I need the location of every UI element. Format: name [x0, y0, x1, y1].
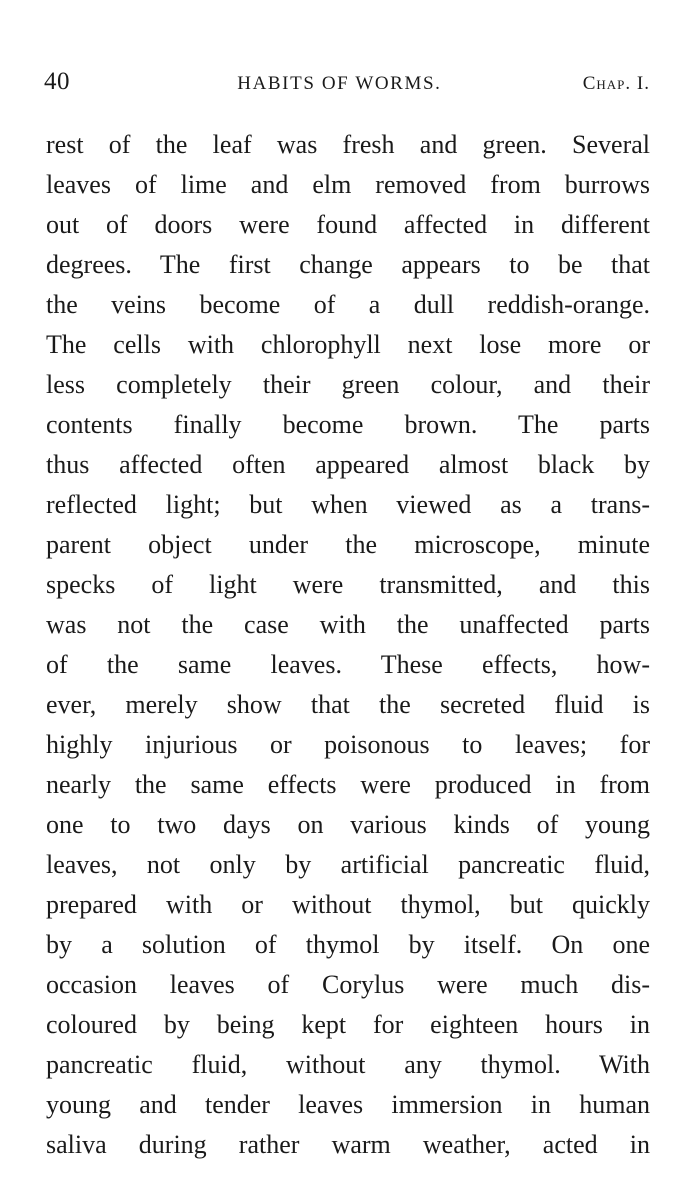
- text-line: saliva during rather warm weather, acted in: [46, 1130, 650, 1159]
- text-line: prepared with or without thymol, but quickly: [46, 890, 650, 919]
- text-line: contents finally become brown. The parts: [46, 410, 650, 439]
- page-number: 40: [44, 68, 70, 95]
- text-line: nearly the same effects were produced in from: [46, 770, 650, 799]
- text-line: coloured by being kept for eighteen hours in: [46, 1010, 650, 1039]
- text-line: The cells with chlorophyll next lose more or: [46, 330, 650, 359]
- text-line: ever, merely show that the secreted fluid is: [46, 690, 650, 719]
- text-line: young and tender leaves immersion in human: [46, 1090, 650, 1119]
- text-line: pancreatic fluid, without any thymol. With: [46, 1050, 650, 1079]
- text-line: rest of the leaf was fresh and green. Several: [46, 130, 650, 159]
- text-line: degrees. The first change appears to be that: [46, 250, 650, 279]
- text-line: of the same leaves. These effects, how-: [46, 650, 650, 679]
- text-line: was not the case with the unaffected parts: [46, 610, 650, 639]
- text-line: leaves of lime and elm removed from burrows: [46, 170, 650, 199]
- text-line: specks of light were transmitted, and this: [46, 570, 650, 599]
- text-line: less completely their green colour, and their: [46, 370, 650, 399]
- running-head: [44, 68, 650, 104]
- text-line: parent object under the microscope, minute: [46, 530, 650, 559]
- text-line: by a solution of thymol by itself. On one: [46, 930, 650, 959]
- text-line: reflected light; but when viewed as a trans-: [46, 490, 650, 519]
- body-text: [46, 125, 650, 1165]
- running-title: HABITS OF WORMS.: [237, 73, 442, 94]
- text-line: thus affected often appeared almost black by: [46, 450, 650, 479]
- text-line: occasion leaves of Corylus were much dis-: [46, 970, 650, 999]
- text-line: the veins become of a dull reddish-orange.: [46, 290, 650, 319]
- chapter-label: Chap. I.: [582, 73, 650, 94]
- text-line: highly injurious or poisonous to leaves; for: [46, 730, 650, 759]
- text-line: out of doors were found affected in different: [46, 210, 650, 239]
- text-line: leaves, not only by artificial pancreatic fluid,: [46, 850, 650, 879]
- text-line: one to two days on various kinds of young: [46, 810, 650, 839]
